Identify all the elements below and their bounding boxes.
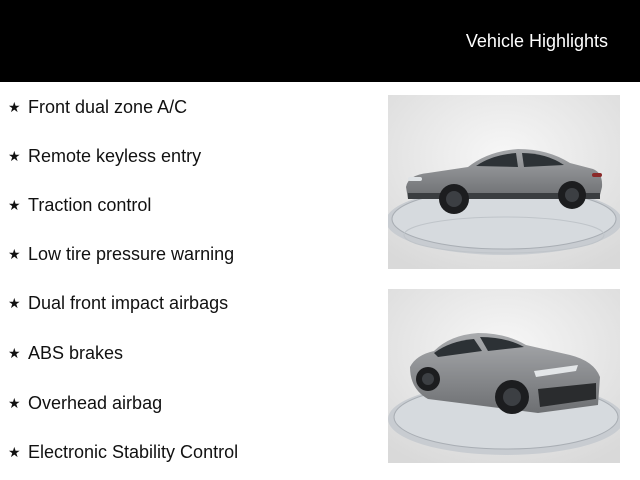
- star-icon: ★: [8, 196, 21, 213]
- feature-label: Electronic Stability Control: [28, 441, 239, 462]
- star-icon: ★: [8, 344, 21, 361]
- list-item: [8, 144, 201, 168]
- feature-label: ABS brakes: [28, 342, 124, 363]
- vehicle-photo-front[interactable]: [388, 289, 620, 463]
- star-icon: ★: [8, 394, 21, 411]
- feature-label: Low tire pressure warning: [28, 243, 235, 264]
- feature-label: Remote keyless entry: [28, 145, 202, 166]
- star-icon: ★: [8, 147, 21, 164]
- star-icon: ★: [8, 98, 21, 115]
- list-item: [8, 95, 187, 119]
- vehicle-photo-side[interactable]: [388, 95, 620, 269]
- list-item: [8, 341, 123, 365]
- feature-label: Front dual zone A/C: [28, 96, 188, 117]
- star-icon: ★: [8, 443, 21, 460]
- list-item: [8, 291, 228, 315]
- list-item: [8, 440, 238, 464]
- feature-label: Overhead airbag: [28, 392, 163, 413]
- feature-label: Dual front impact airbags: [28, 292, 229, 313]
- header-bar: [0, 0, 640, 82]
- list-item: [8, 391, 162, 415]
- page-title: Vehicle Highlights: [465, 31, 608, 51]
- feature-label: Traction control: [28, 194, 152, 215]
- list-item: [8, 242, 234, 266]
- list-item: [8, 193, 151, 217]
- star-icon: ★: [8, 294, 21, 311]
- star-icon: ★: [8, 245, 21, 262]
